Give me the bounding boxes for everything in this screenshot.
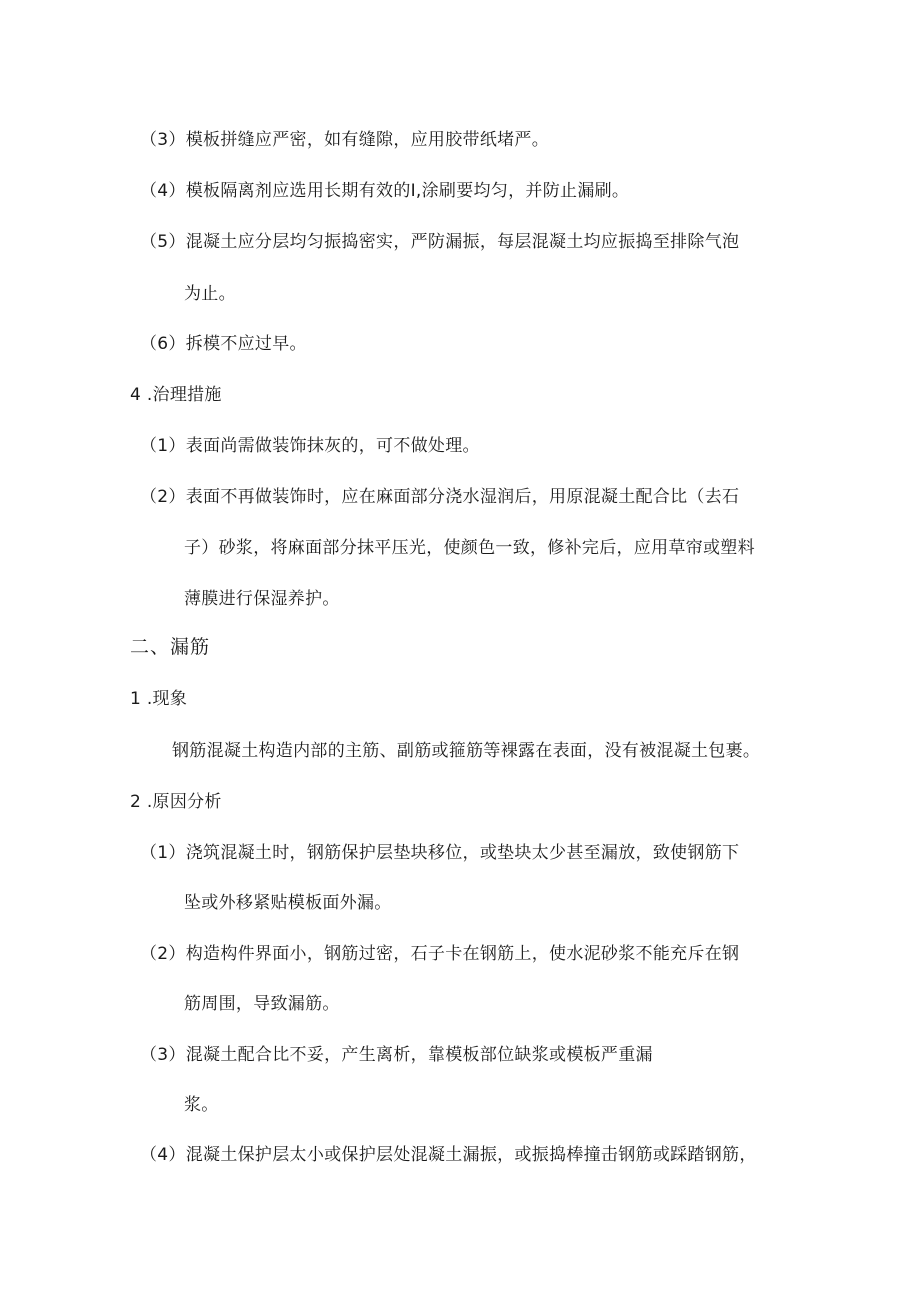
chapter-heading: 二、漏筋	[130, 636, 211, 658]
text-line: 子）砂浆，将麻面部分抹平压光，使颜色一致，修补完后，应用草帘或塑料	[184, 538, 755, 558]
text-line: 浆。	[184, 1095, 219, 1115]
text-line: 为止。	[184, 284, 236, 304]
section-heading: 4 .治理措施	[130, 385, 222, 405]
text-line: （5）混凝土应分层均匀振捣密实，严防漏振，每层混凝土均应振捣至排除气泡	[140, 232, 740, 252]
text-line: （4）模板隔离剂应选用长期有效的I,涂刷要均匀，并防止漏刷。	[140, 181, 630, 201]
text-line: （1）浇筑混凝土时，钢筋保护层垫块移位，或垫块太少甚至漏放，致使钢筋下	[140, 843, 740, 863]
text-line: 坠或外移紧贴模板面外漏。	[184, 893, 392, 913]
text-line: 薄膜进行保湿养护。	[184, 589, 340, 609]
text-line: 钢筋混凝土构造内部的主筋、副筋或箍筋等裸露在表面，没有被混凝土包裹。	[172, 741, 761, 761]
text-line: （2）表面不再做装饰时，应在麻面部分浇水湿润后，用原混凝土配合比（去石	[140, 487, 740, 507]
text-line: （1）表面尚需做装饰抹灰的，可不做处理。	[140, 436, 480, 456]
section-heading: 2 .原因分析	[130, 792, 222, 812]
text-line: （3）模板拼缝应严密，如有缝隙，应用胶带纸堵严。	[140, 130, 550, 150]
text-line: 筋周围，导致漏筋。	[184, 994, 340, 1014]
text-line: （2）构造构件界面小，钢筋过密，石子卡在钢筋上，使水泥砂浆不能充斥在钢	[140, 944, 740, 964]
text-line: （6）拆模不应过早。	[140, 334, 307, 354]
text-line: （4）混凝土保护层太小或保护层处混凝土漏振，或振捣棒撞击钢筋或踩踏钢筋，	[140, 1145, 757, 1165]
section-heading: 1 .现象	[130, 689, 188, 709]
text-line: （3）混凝土配合比不妥，产生离析，靠模板部位缺浆或模板严重漏	[140, 1045, 653, 1065]
